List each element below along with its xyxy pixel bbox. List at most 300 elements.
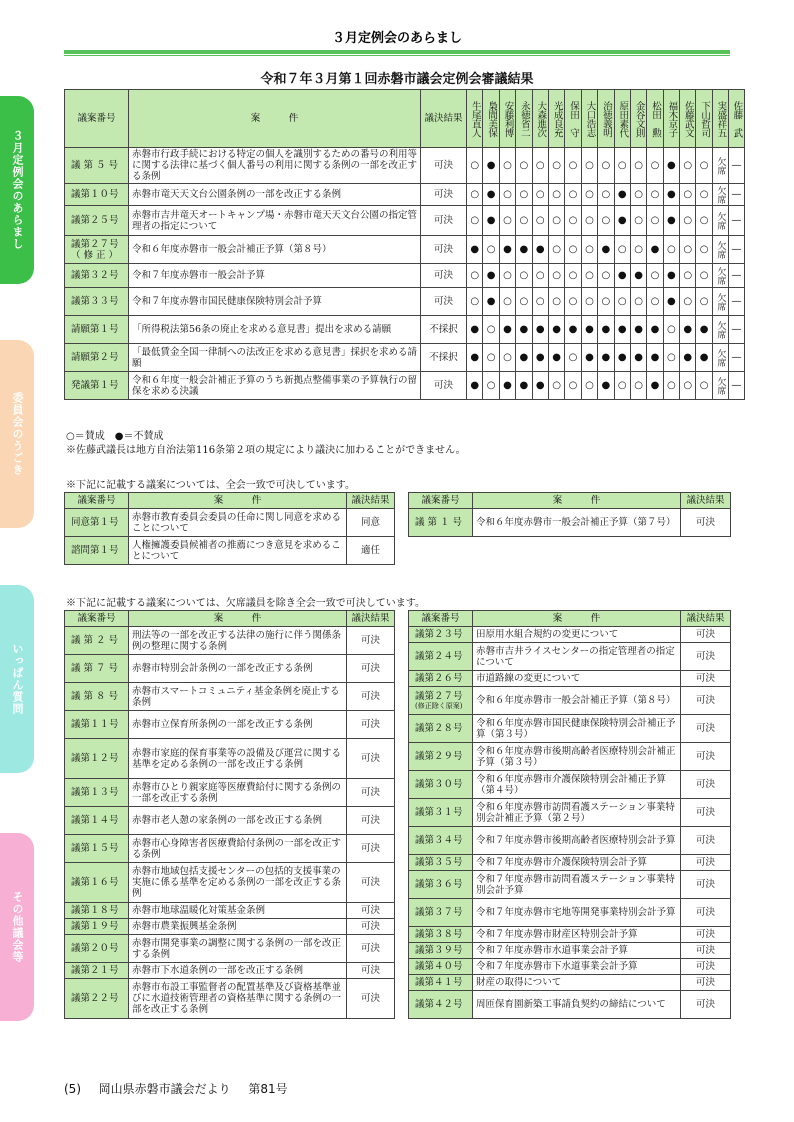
bill-number bbox=[409, 671, 473, 687]
vote-mark: ○ bbox=[630, 372, 646, 400]
result-row bbox=[65, 264, 745, 288]
not-voting-mark: — bbox=[728, 184, 744, 206]
vote-mark: ○ bbox=[696, 148, 712, 184]
bill-number bbox=[65, 655, 129, 683]
table-row bbox=[409, 899, 731, 927]
bill-subject: 周匝保育園新築工事請負契約の締結について bbox=[473, 991, 681, 1019]
bill-subject: 赤磐市布設工事監督者の配置基準及び資格基準並びに水道技術管理者の資格基準に関する条例の一部を改正する条例 bbox=[129, 979, 347, 1019]
vote-mark: ● bbox=[483, 206, 499, 236]
table-row bbox=[409, 643, 731, 671]
vote-mark: ● bbox=[532, 372, 548, 400]
vote-mark: ● bbox=[630, 264, 646, 288]
absent-mark: 欠席 bbox=[712, 288, 728, 316]
result-row bbox=[65, 184, 745, 206]
table-row bbox=[65, 979, 395, 1019]
table-row bbox=[65, 509, 395, 537]
vote-mark: ○ bbox=[598, 184, 614, 206]
not-voting-mark: — bbox=[728, 206, 744, 236]
vote-mark: ○ bbox=[565, 184, 581, 206]
vote-mark: ○ bbox=[696, 288, 712, 316]
table-row bbox=[409, 943, 731, 959]
vote-mark: ● bbox=[532, 316, 548, 344]
vote-mark: ● bbox=[680, 316, 696, 344]
bill-number-text: 議第３１号 bbox=[415, 807, 463, 818]
member-header: 梟間美保 bbox=[483, 90, 499, 148]
bill-result: 可決 bbox=[347, 835, 395, 863]
vote-mark: ○ bbox=[516, 148, 532, 184]
vote-mark: ○ bbox=[581, 206, 597, 236]
vote-mark: ○ bbox=[565, 288, 581, 316]
bill-number-text: 議 第 ７ 号 bbox=[71, 663, 119, 674]
bill-result: 可決 bbox=[681, 771, 731, 799]
bill-result: 可決 bbox=[421, 236, 467, 264]
bill-number bbox=[65, 963, 129, 979]
bill-number bbox=[65, 683, 129, 711]
bill-number bbox=[65, 779, 129, 807]
absent-mark: 欠席 bbox=[712, 372, 728, 400]
vote-mark: ○ bbox=[647, 184, 663, 206]
absent-mark: 欠席 bbox=[712, 316, 728, 344]
table-row bbox=[409, 927, 731, 943]
bill-number-text: 議第１４号 bbox=[71, 815, 119, 826]
bill-result: 可決 bbox=[421, 372, 467, 400]
bill-number-text: 議 第 ８ 号 bbox=[71, 691, 119, 702]
bill-number-text: 議第３４号 bbox=[415, 835, 463, 846]
bill-number bbox=[409, 991, 473, 1019]
bill-result: 可決 bbox=[347, 919, 395, 935]
bill-subject: 赤磐市家庭的保育事業等の設備及び運営に関する基準を定める条例の一部を改正する条例 bbox=[129, 739, 347, 779]
vote-mark: ○ bbox=[630, 288, 646, 316]
vote-mark: ● bbox=[516, 344, 532, 372]
vote-mark: ● bbox=[696, 344, 712, 372]
vote-mark: ○ bbox=[548, 264, 564, 288]
bill-subject: 令和６年度赤磐市介護保険特別会計補正予算（第４号） bbox=[473, 771, 681, 799]
bill-number: 議第２５号 bbox=[65, 206, 129, 236]
bill-subject: 赤磐市地域包括支援センターの包括的支援事業の実施に係る基準を定める条例の一部を改正する条例 bbox=[129, 863, 347, 903]
vote-mark: ○ bbox=[532, 184, 548, 206]
vote-mark: ○ bbox=[680, 236, 696, 264]
vote-mark: ● bbox=[516, 316, 532, 344]
bill-subject: 赤磐市吉井竜天オートキャンプ場・赤磐市竜天天文台公園の指定管理者の指定について bbox=[129, 206, 421, 236]
bill-result: 可決 bbox=[681, 871, 731, 899]
table-row bbox=[409, 509, 731, 537]
vote-mark: ○ bbox=[647, 148, 663, 184]
bill-number-text: 議第１１号 bbox=[71, 719, 119, 730]
vote-mark: ○ bbox=[696, 236, 712, 264]
member-header: 安藤利博 bbox=[499, 90, 515, 148]
bill-result: 同意 bbox=[347, 509, 395, 537]
vote-mark: ○ bbox=[630, 236, 646, 264]
bill-number-text: 議第２７号 bbox=[415, 691, 463, 702]
bill-result: 可決 bbox=[347, 779, 395, 807]
bill-subject: 刑法等の一部を改正する法律の施行に伴う関係条例の整理に関する条例 bbox=[129, 627, 347, 655]
bill-subject: 赤磐市開発事業の調整に関する条例の一部を改正する条例 bbox=[129, 935, 347, 963]
bill-number-text: 議第３６号 bbox=[415, 879, 463, 890]
bill-number bbox=[65, 537, 129, 565]
col-header-subject: 案 件 bbox=[129, 90, 421, 148]
vote-mark: ○ bbox=[680, 372, 696, 400]
table-row bbox=[409, 799, 731, 827]
vote-mark: ○ bbox=[598, 148, 614, 184]
bill-number bbox=[65, 979, 129, 1019]
vote-mark: ○ bbox=[680, 148, 696, 184]
bill-number-text: 議第２８号 bbox=[415, 723, 463, 734]
page-footer bbox=[64, 1080, 288, 1097]
issue-number: 第81号 bbox=[248, 1082, 288, 1096]
bill-number bbox=[65, 711, 129, 739]
vote-mark: ● bbox=[630, 344, 646, 372]
bill-number bbox=[65, 935, 129, 963]
vote-mark: ○ bbox=[499, 264, 515, 288]
bill-number bbox=[409, 799, 473, 827]
bill-number bbox=[65, 509, 129, 537]
bill-subject: 赤磐市老人憩の家条例の一部を改正する条例 bbox=[129, 807, 347, 835]
result-row bbox=[65, 148, 745, 184]
table-row bbox=[65, 807, 395, 835]
bill-result: 可決 bbox=[681, 799, 731, 827]
bill-result: 可決 bbox=[347, 683, 395, 711]
bill-result: 可決 bbox=[347, 979, 395, 1019]
bill-number-text: 議第２２号 bbox=[71, 993, 119, 1004]
vote-mark: ● bbox=[516, 236, 532, 264]
bill-result: 可決 bbox=[681, 627, 731, 643]
result-row bbox=[65, 236, 745, 264]
bill-number-text: 議第２９号 bbox=[415, 751, 463, 762]
bill-result: 可決 bbox=[421, 264, 467, 288]
bill-number bbox=[65, 835, 129, 863]
vote-mark: ○ bbox=[548, 184, 564, 206]
vote-mark: ● bbox=[483, 288, 499, 316]
member-header: 光成良充 bbox=[548, 90, 564, 148]
vote-mark: ○ bbox=[581, 148, 597, 184]
header-rule-thin bbox=[64, 55, 730, 56]
bill-result: 可決 bbox=[681, 975, 731, 991]
bill-number bbox=[65, 903, 129, 919]
vote-mark: ○ bbox=[696, 372, 712, 400]
bill-subject: 赤磐市竜天天文台公園条例の一部を改正する条例 bbox=[129, 184, 421, 206]
voting-results-table bbox=[64, 89, 745, 400]
bill-number: 議第３３号 bbox=[65, 288, 129, 316]
side-tab-general-questions[interactable]: いっぱん質問 bbox=[0, 585, 34, 773]
col-header-subject: 案 件 bbox=[473, 611, 681, 627]
vote-mark: ● bbox=[499, 372, 515, 400]
bill-number-text: 議第２１号 bbox=[71, 965, 119, 976]
table-row bbox=[65, 711, 395, 739]
vote-mark: ● bbox=[630, 316, 646, 344]
vote-mark: ○ bbox=[516, 264, 532, 288]
bill-number bbox=[409, 627, 473, 643]
bill-number bbox=[409, 643, 473, 671]
bill-number-text: 同意第１号 bbox=[71, 517, 119, 528]
bill-number-text: 議第３７号 bbox=[415, 907, 463, 918]
vote-mark: ○ bbox=[548, 288, 564, 316]
vote-mark: ○ bbox=[565, 264, 581, 288]
vote-mark: ○ bbox=[516, 206, 532, 236]
vote-mark: ● bbox=[467, 236, 483, 264]
bill-subject: 赤磐市立保育所条例の一部を改正する条例 bbox=[129, 711, 347, 739]
col-header-number: 議案番号 bbox=[409, 493, 473, 509]
member-header: 下山哲司 bbox=[696, 90, 712, 148]
bill-subject: 令和７年度赤磐市水道事業会計予算 bbox=[473, 943, 681, 959]
bill-result: 可決 bbox=[681, 959, 731, 975]
absent-mark: 欠席 bbox=[712, 264, 728, 288]
bill-number bbox=[409, 715, 473, 743]
bill-number bbox=[409, 827, 473, 855]
bill-result: 適任 bbox=[347, 537, 395, 565]
vote-mark: ● bbox=[516, 372, 532, 400]
vote-mark: ○ bbox=[696, 206, 712, 236]
bill-subject: 市道路線の変更について bbox=[473, 671, 681, 687]
bill-number-text: 議第２０号 bbox=[71, 943, 119, 954]
bill-number: 議 第 ５ 号 bbox=[65, 148, 129, 184]
bill-number bbox=[409, 927, 473, 943]
table-row bbox=[65, 683, 395, 711]
bill-subject: 令和７年度赤磐市宅地等開発事業特別会計予算 bbox=[473, 899, 681, 927]
bill-number bbox=[409, 943, 473, 959]
bill-number bbox=[409, 899, 473, 927]
bill-result: 可決 bbox=[681, 943, 731, 959]
not-voting-mark: — bbox=[728, 316, 744, 344]
bill-number-text: 議第１２号 bbox=[71, 753, 119, 764]
not-voting-mark: — bbox=[728, 288, 744, 316]
bill-number bbox=[409, 975, 473, 991]
table-row bbox=[409, 991, 731, 1019]
vote-mark: ○ bbox=[696, 264, 712, 288]
unanimous-table-right bbox=[408, 492, 731, 537]
vote-mark: ● bbox=[614, 316, 630, 344]
bill-number-text: 議第３９号 bbox=[415, 945, 463, 956]
side-tab-other[interactable]: その他議会等 bbox=[0, 833, 34, 1021]
vote-mark: ○ bbox=[532, 288, 548, 316]
bill-subject: 赤磐市ひとり親家庭等医療費給付に関する条例の一部を改正する条例 bbox=[129, 779, 347, 807]
vote-mark: ○ bbox=[483, 316, 499, 344]
vote-mark: ○ bbox=[467, 184, 483, 206]
vote-mark: ● bbox=[467, 316, 483, 344]
bill-subject: 赤磐市下水道条例の一部を改正する条例 bbox=[129, 963, 347, 979]
bill-subject: 「所得税法第56条の廃止を求める意見書」提出を求める請願 bbox=[129, 316, 421, 344]
absent-mark: 欠席 bbox=[712, 184, 728, 206]
bill-result: 可決 bbox=[681, 899, 731, 927]
absent-excluded-table-left bbox=[64, 610, 395, 1019]
vote-mark: ○ bbox=[647, 288, 663, 316]
vote-mark: ● bbox=[647, 372, 663, 400]
member-header: 牛尾直人 bbox=[467, 90, 483, 148]
vote-mark: ○ bbox=[680, 206, 696, 236]
side-tab-committee[interactable]: 委員会のうごき bbox=[0, 340, 34, 528]
bill-number: 請願第１号 bbox=[65, 316, 129, 344]
vote-mark: ● bbox=[647, 344, 663, 372]
vote-legend: ○＝賛成 ●＝不賛成 bbox=[66, 431, 164, 442]
bill-result: 可決 bbox=[347, 807, 395, 835]
bill-number-text: 議第３０号 bbox=[415, 779, 463, 790]
vote-mark: ○ bbox=[663, 372, 679, 400]
vote-mark: ● bbox=[598, 316, 614, 344]
member-header: 大口浩志 bbox=[581, 90, 597, 148]
bill-result: 可決 bbox=[681, 927, 731, 943]
vote-mark: ● bbox=[467, 372, 483, 400]
vote-mark: ● bbox=[663, 148, 679, 184]
vote-mark: ○ bbox=[598, 288, 614, 316]
vote-mark: ○ bbox=[483, 372, 499, 400]
table-row bbox=[65, 935, 395, 963]
bill-subject: 令和７年度赤磐市後期高齢者医療特別会計予算 bbox=[473, 827, 681, 855]
bill-number-text: 議第３５号 bbox=[415, 857, 463, 868]
unanimous-note: ※下記に記載する議案については、全会一致で可決しています。 bbox=[66, 480, 355, 491]
col-header-result: 議決結果 bbox=[347, 611, 395, 627]
bill-subject: 赤磐市農業振興基金条例 bbox=[129, 919, 347, 935]
bill-result: 可決 bbox=[347, 935, 395, 963]
not-voting-mark: — bbox=[728, 148, 744, 184]
vote-mark: ● bbox=[614, 344, 630, 372]
table-row bbox=[65, 537, 395, 565]
member-header: 佐藤 武 bbox=[728, 90, 744, 148]
bill-number-text: 議第４１号 bbox=[415, 977, 463, 988]
vote-mark: ○ bbox=[499, 288, 515, 316]
bill-number bbox=[409, 959, 473, 975]
vote-mark: ○ bbox=[532, 148, 548, 184]
bill-result: 可決 bbox=[347, 963, 395, 979]
vote-mark: ○ bbox=[598, 264, 614, 288]
chair-note: ※佐藤武議長は地方自治法第116条第２項の規定により議決に加わることができません。 bbox=[66, 445, 466, 456]
vote-mark: ● bbox=[499, 236, 515, 264]
vote-mark: ○ bbox=[565, 372, 581, 400]
vote-mark: ● bbox=[647, 236, 663, 264]
vote-mark: ○ bbox=[614, 372, 630, 400]
bill-result: 可決 bbox=[347, 627, 395, 655]
bill-result: 不採択 bbox=[421, 316, 467, 344]
vote-mark: ● bbox=[663, 288, 679, 316]
absent-mark: 欠席 bbox=[712, 148, 728, 184]
bill-result: 可決 bbox=[681, 827, 731, 855]
result-row bbox=[65, 206, 745, 236]
vote-mark: ○ bbox=[548, 372, 564, 400]
bill-number-text: 議第４２号 bbox=[415, 999, 463, 1010]
col-header-number: 議案番号 bbox=[65, 611, 129, 627]
result-row bbox=[65, 344, 745, 372]
vote-mark: ○ bbox=[614, 288, 630, 316]
table-row bbox=[409, 871, 731, 899]
member-header: 保田 守 bbox=[565, 90, 581, 148]
bill-result: 可決 bbox=[681, 715, 731, 743]
bill-subject: 令和７年度赤磐市財産区特別会計予算 bbox=[473, 927, 681, 943]
vote-mark: ○ bbox=[565, 344, 581, 372]
table-row bbox=[409, 627, 731, 643]
page-header: ３月定例会のあらまし bbox=[331, 31, 462, 46]
vote-mark: ● bbox=[696, 316, 712, 344]
vote-mark: ● bbox=[647, 316, 663, 344]
bill-number bbox=[409, 871, 473, 899]
vote-mark: ○ bbox=[680, 264, 696, 288]
vote-mark: ● bbox=[532, 344, 548, 372]
bill-number: 議第１０号 bbox=[65, 184, 129, 206]
bill-number bbox=[409, 687, 473, 715]
member-header: 原田素代 bbox=[614, 90, 630, 148]
bill-subject: 令和６年度一般会計補正予算のうち新拠点整備事業の予算執行の留保を求める決議 bbox=[129, 372, 421, 400]
vote-mark: ○ bbox=[565, 148, 581, 184]
member-header: 大森進次 bbox=[532, 90, 548, 148]
bill-number-text: 議第４０号 bbox=[415, 961, 463, 972]
bill-subject: 赤磐市教育委員会委員の任命に関し同意を求めることについて bbox=[129, 509, 347, 537]
absent-mark: 欠席 bbox=[712, 236, 728, 264]
member-header: 永徳省二 bbox=[516, 90, 532, 148]
table-row bbox=[409, 771, 731, 799]
bill-number-text: 議第１９号 bbox=[71, 921, 119, 932]
member-header: 松田 勲 bbox=[647, 90, 663, 148]
vote-mark: ○ bbox=[581, 236, 597, 264]
bill-result: 不採択 bbox=[421, 344, 467, 372]
bill-number bbox=[409, 509, 473, 537]
unanimous-table-left bbox=[64, 492, 395, 565]
bill-subject: 田原用水組合規約の変更について bbox=[473, 627, 681, 643]
bill-number: 請願第２号 bbox=[65, 344, 129, 372]
table-row bbox=[409, 827, 731, 855]
col-header-number: 議案番号 bbox=[65, 90, 129, 148]
main-title: 令和７年３月第１回赤磐市議会定例会審議結果 bbox=[260, 72, 534, 87]
vote-mark: ○ bbox=[663, 316, 679, 344]
col-header-subject: 案 件 bbox=[473, 493, 681, 509]
bill-subject: 赤磐市行政手続における特定の個人を識別するための番号の利用等に関する法律に基づく個人番号の利用に関する条例の一部を改正する条例 bbox=[129, 148, 421, 184]
table-row bbox=[65, 863, 395, 903]
vote-mark: ○ bbox=[516, 288, 532, 316]
bill-result: 可決 bbox=[681, 743, 731, 771]
table-row bbox=[409, 959, 731, 975]
vote-mark: ○ bbox=[598, 206, 614, 236]
col-header-number: 議案番号 bbox=[409, 611, 473, 627]
vote-mark: ○ bbox=[483, 236, 499, 264]
vote-mark: ● bbox=[467, 344, 483, 372]
vote-mark: ○ bbox=[647, 264, 663, 288]
col-header-result: 議決結果 bbox=[347, 493, 395, 509]
bill-subject: 赤磐市スマートコミュニティ基金条例を廃止する条例 bbox=[129, 683, 347, 711]
vote-mark: ● bbox=[581, 344, 597, 372]
bill-result: 可決 bbox=[347, 739, 395, 779]
table-row bbox=[65, 739, 395, 779]
bill-subject: 財産の取得について bbox=[473, 975, 681, 991]
table-row bbox=[409, 687, 731, 715]
bill-subject: 令和６年度赤磐市訪問看護ステーション事業特別会計補正予算（第２号） bbox=[473, 799, 681, 827]
page-number: (5) bbox=[64, 1082, 81, 1096]
table-row bbox=[65, 963, 395, 979]
vote-mark: ○ bbox=[663, 344, 679, 372]
vote-mark: ○ bbox=[532, 264, 548, 288]
vote-mark: ○ bbox=[565, 236, 581, 264]
vote-mark: ○ bbox=[630, 206, 646, 236]
vote-mark: ○ bbox=[696, 184, 712, 206]
vote-mark: ○ bbox=[516, 184, 532, 206]
bill-subject: 令和７年度赤磐市訪問看護ステーション事業特別会計予算 bbox=[473, 871, 681, 899]
vote-mark: ○ bbox=[663, 236, 679, 264]
side-tab-march-session[interactable]: ３月定例会のあらまし bbox=[0, 96, 34, 284]
vote-mark: ○ bbox=[548, 206, 564, 236]
col-header-result: 議決結果 bbox=[681, 611, 731, 627]
bill-result: 可決 bbox=[421, 206, 467, 236]
bill-number-text: 議第３８号 bbox=[415, 929, 463, 940]
vote-mark: ○ bbox=[614, 148, 630, 184]
bill-result: 可決 bbox=[681, 855, 731, 871]
bill-subject: 令和６年度赤磐市一般会計補正予算（第８号） bbox=[129, 236, 421, 264]
vote-mark: ● bbox=[598, 236, 614, 264]
table-row bbox=[65, 919, 395, 935]
bill-number-text: 諮問第１号 bbox=[71, 545, 119, 556]
vote-mark: ● bbox=[483, 148, 499, 184]
table-row bbox=[409, 671, 731, 687]
bill-result: 可決 bbox=[681, 643, 731, 671]
vote-mark: ○ bbox=[680, 288, 696, 316]
bill-result: 可決 bbox=[347, 711, 395, 739]
vote-mark: ○ bbox=[630, 184, 646, 206]
not-voting-mark: — bbox=[728, 264, 744, 288]
vote-mark: ○ bbox=[581, 184, 597, 206]
